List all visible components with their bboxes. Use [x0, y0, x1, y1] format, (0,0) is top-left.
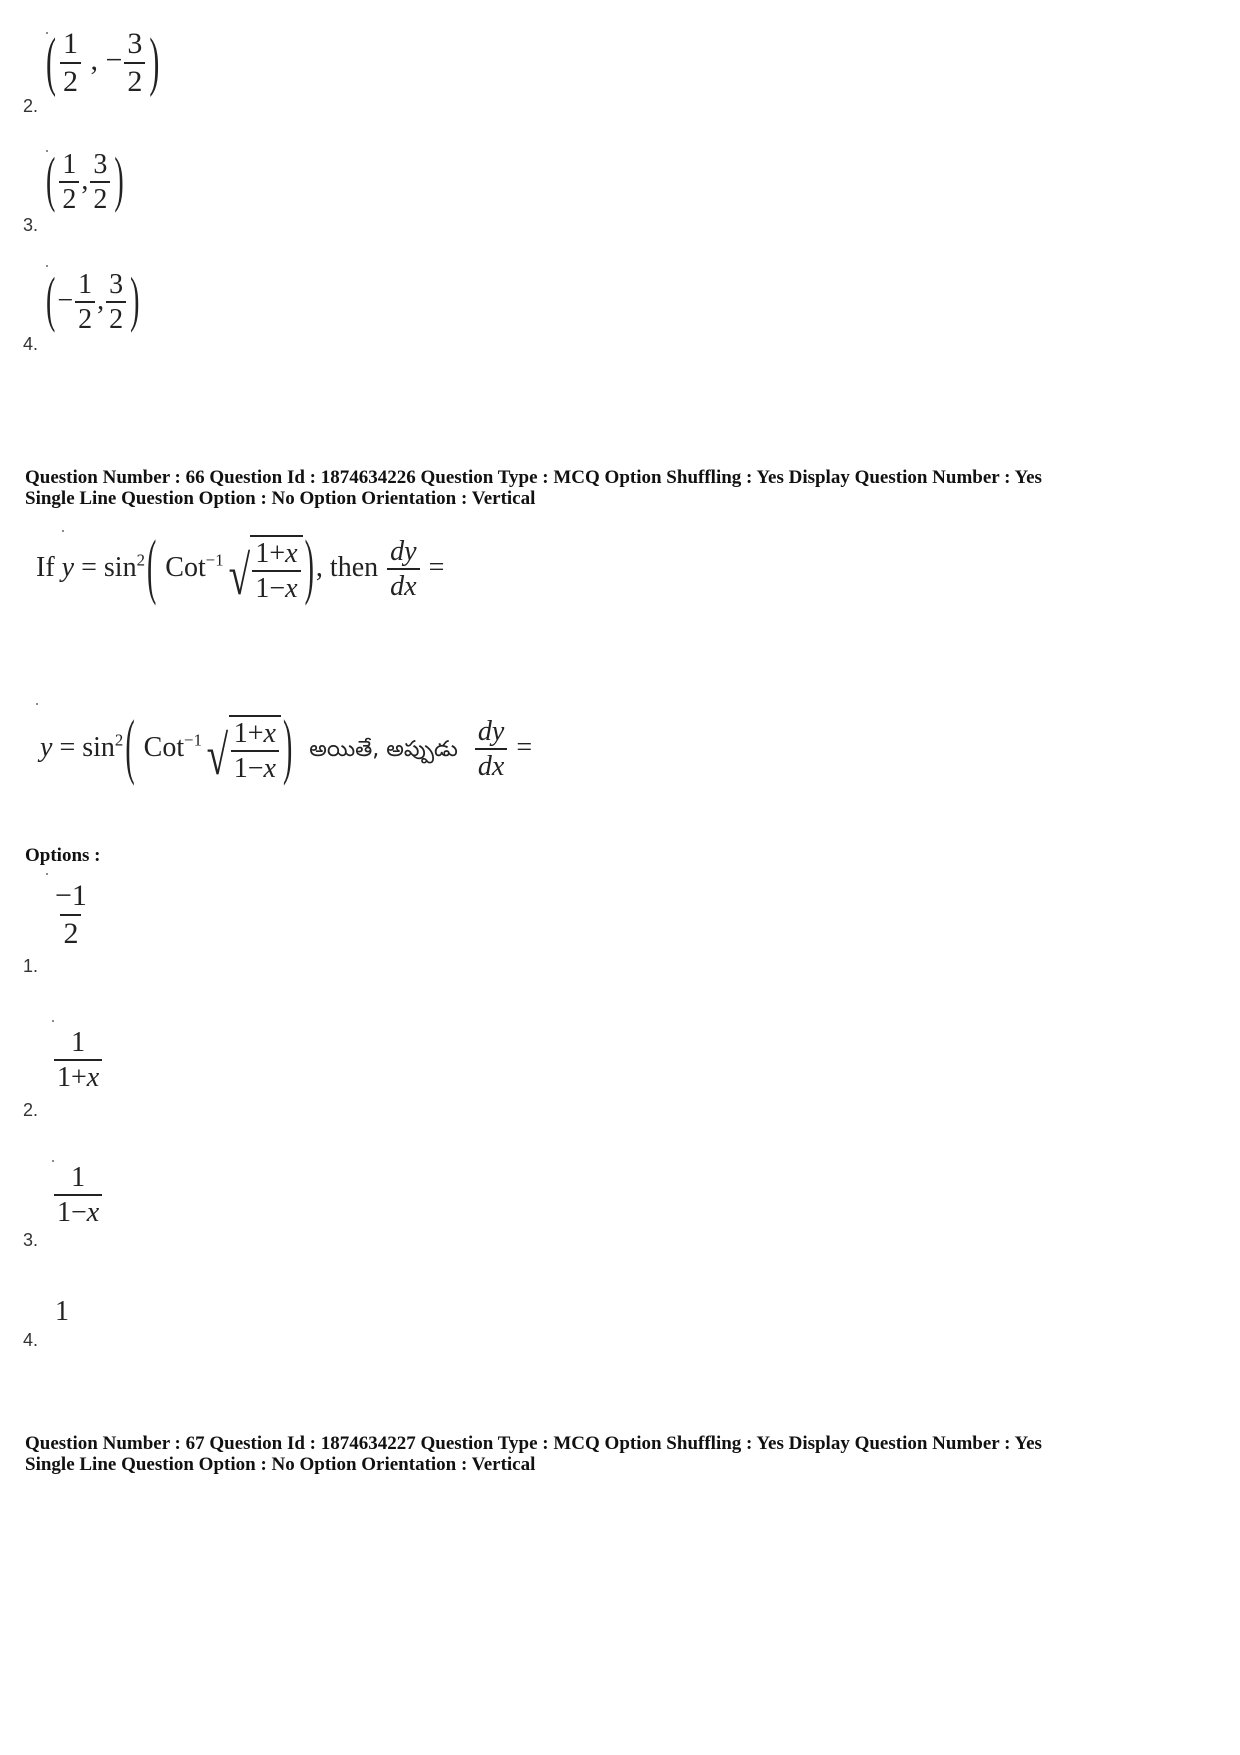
scan-dot: [36, 703, 38, 705]
option-3-expression: $\frac{1}{1-x}$: [52, 1163, 104, 1228]
scan-dot: [62, 530, 64, 532]
option-2-expression: ( $\frac{1}{2}$ , − $\frac{3}{2}$ ): [46, 25, 160, 98]
question-66-meta-line-1: Question Number : 66 Question Id : 1874634226 Question Type : MCQ Option Shuffling : Yes Display Question Number : Yes: [25, 467, 1042, 488]
option-number: 3.: [23, 215, 39, 235]
question-66-english: If $y = \sin^2$( Cot$^{-1}$ √ $\frac{1+x}{1-x}$ ), then $\frac{dy}{dx}$ =: [36, 527, 445, 609]
option-4-expression: (− $\frac{1}{2}$ , $\frac{3}{2}$ ): [46, 267, 140, 336]
option-2-expression: $\frac{1}{1+x}$: [52, 1028, 104, 1093]
question-66-meta-line-2: Single Line Question Option : No Option Orientation : Vertical: [25, 488, 536, 509]
option-number: 2.: [23, 96, 39, 116]
scan-dot: [46, 873, 48, 875]
option-number: 1.: [23, 956, 39, 976]
question-67-meta-line-1: Question Number : 67 Question Id : 1874634227 Question Type : MCQ Option Shuffling : Yes Display Question Number : Yes: [25, 1433, 1042, 1454]
option-3-expression: ( $\frac{1}{2}$ , $\frac{3}{2}$ ): [46, 147, 124, 216]
option-number: 2.: [23, 1100, 39, 1120]
option-number: 3.: [23, 1230, 39, 1250]
options-label: Options :: [25, 845, 101, 866]
option-1-expression: $\frac{-1}{2}$: [55, 879, 87, 950]
option-number: 4.: [23, 1330, 39, 1350]
question-67-meta-line-2: Single Line Question Option : No Option Orientation : Vertical: [25, 1454, 536, 1475]
option-number: 4.: [23, 334, 39, 354]
scan-dot: [52, 1020, 54, 1022]
question-66-telugu: $y = \sin^2$( Cot$^{-1}$ √ $\frac{1+x}{1-x}$ ) అయితే, అప్పుడు $\frac{dy}{dx}$ =: [40, 707, 533, 789]
option-4-expression: 1: [55, 1296, 69, 1327]
scan-dot: [52, 1160, 54, 1162]
